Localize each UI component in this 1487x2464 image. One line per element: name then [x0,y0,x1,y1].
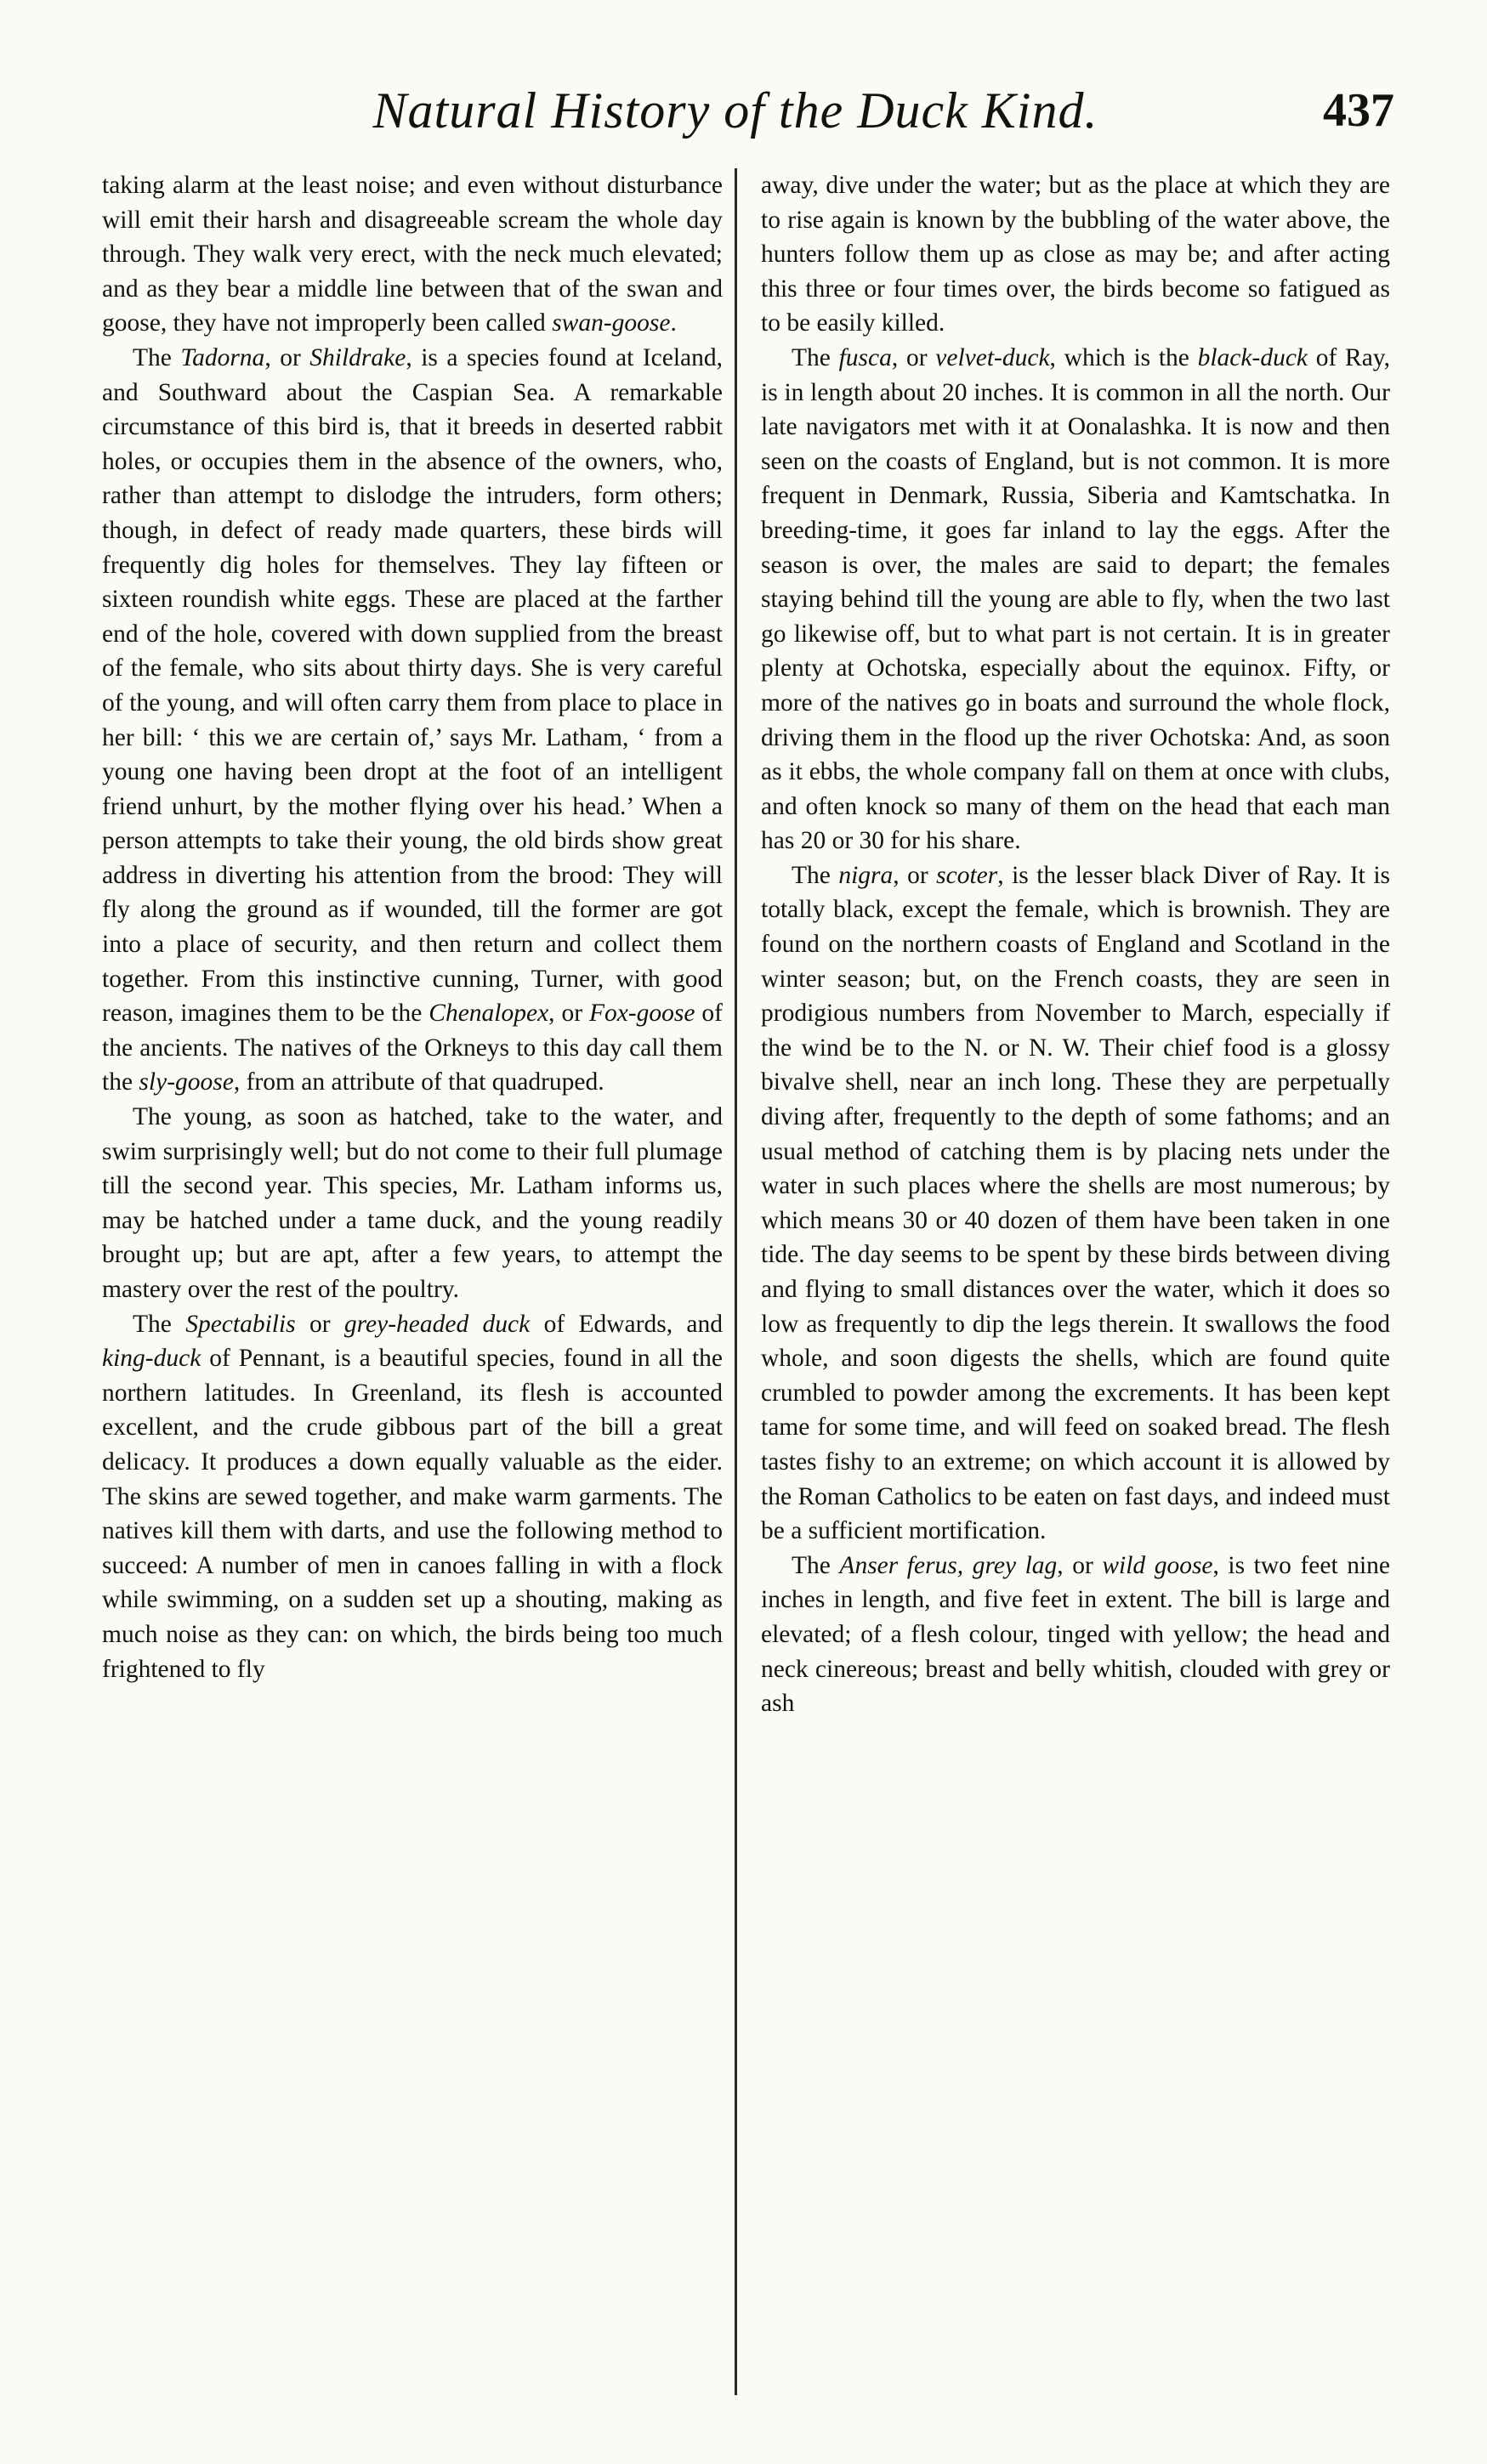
italic-term: wild goose [1102,1551,1213,1579]
text-run: taking alarm at the least noise; and even without disturbance will emit their harsh and disagreeable scream the whole day through. They walk very erect, with the neck much elevated; and as they bear a middle line between that of the swan and goose, they have not improperly been called [102,172,723,337]
text-run: , which is the [1049,343,1198,371]
running-head [0,76,1487,144]
text-run: away, dive under the water; but as the place at which they are to rise again is known by the bubbling of the water above, the hunters follow them up as close as may be; and after acting this three or four times over, the birds become so fatigued as to be easily killed. [761,172,1390,337]
paragraph [761,858,1390,1549]
text-run: , or [891,343,936,371]
left-column [102,168,723,2429]
text-run: or [295,1310,344,1338]
text-run: , from an attribute of that quadruped. [233,1068,604,1096]
paragraph [102,341,723,1100]
italic-term: sly-goose [139,1068,234,1096]
page-title: Natural History of the Duck Kind. [372,82,1098,139]
column-divider [735,168,737,2395]
text-run: of the ancients. The natives of the Orkneys to this day call them the [102,1000,723,1096]
text-run: of Ray, is in length about 20 inches. It is common in all the north. Our late navigators met with it at Oonalashka. It is now and then seen on the coasts of England, but is not common. It is more frequent in Denmark, Russia, Siberia and Kamtschatka. In breeding-time, it goes far inland to lay the eggs. After the season is over, the males are said to depart; the females staying behind till the young are able to fly, when the two last go likewise off, but to what part is not certain. It is in greater plenty at Ochotska, especially about the equinox. Fifty, or more of the natives go in boats and surround the whole flock, driving them in the flood up the river Ochotska: And, as soon as it ebbs, the whole company fall on them at once with clubs, and often knock so many of them on the head that each man has 20 or 30 for his share. [761,343,1390,855]
italic-term: Fox-goose [588,1000,695,1028]
text-run: The [792,861,839,889]
italic-term: Tadorna [180,343,265,371]
text-run: The young, as soon as hatched, take to the water, and swim surprisingly well; but do not come to their full plumage till the second year. This species, Mr. Latham informs us, may be hatched under a tame duck, and the young readily brought up; but are apt, after a few years, to attempt the mastery over the rest of the poultry. [102,1103,723,1303]
text-run: , is the lesser black Diver of Ray. It is totally black, except the female, which is brownish. They are found on the northern coasts of England and Scotland in the winter season; but, on the French coasts, they are seen in prodigious numbers from November to March, especially if the wind be to the N. or N. W. Their chief food is a glossy bivalve shell, near an inch long. These they are perpetually diving after, frequently to the depth of some fathoms; and an usual method of catching them is by placing nets under the water in such places where the shells are most numerous; by which means 30 or 40 dozen of them have been taken in one tide. The day seems to be spent by these birds between diving and flying to small distances over the water, which it does so low as frequently to dip the legs therein. It swallows the food whole, and soon digests the shells, which are found quite crumbled to powder among the excrements. It has been kept tame for some time, and will feed on soaked bread. The flesh tastes fishy to an extreme; on which account it is allowed by the Roman Catholics to be eaten on fast days, and indeed must be a sufficient mortification. [761,861,1390,1545]
text-run: The [133,343,181,371]
italic-term: Spectabilis [185,1310,296,1338]
italic-term: fusca [838,343,892,371]
text-run: The [133,1310,186,1338]
paragraph [102,1307,723,1687]
page-number: 437 [1323,84,1394,137]
text-run: of Edwards, and [530,1310,723,1338]
paragraph [761,1549,1390,1721]
text-run: of Pennant, is a beautiful species, found in all the northern latitudes. In Greenland, its flesh is accounted excellent, and the crude gibbous part of the bill a great delicacy. It produces a down equally valuable as the eider. The skins are sewed together, and make warm garments. The natives kill them with darts, and use the following method to succeed: A number of men in canoes falling in with a flock while swimming, on a sudden set up a shouting, making as much noise as they can: on which, the birds being too much frightened to fly [102,1345,723,1683]
italic-term: Chenalopex [429,1000,549,1028]
italic-term: black-duck [1197,343,1308,371]
italic-term: king-duck [102,1345,201,1373]
text-run: , or [1057,1551,1103,1579]
paragraph [761,168,1390,341]
text-run: , or [893,861,937,889]
paragraph [761,341,1390,858]
text-run: , or [264,343,310,371]
right-column [761,168,1390,2429]
italic-term: swan-goose [552,309,671,337]
text-run: , or [548,1000,589,1028]
paragraph [102,168,723,341]
paragraph [102,1100,723,1307]
italic-term: grey-headed duck [343,1310,531,1338]
text-run: , is a species found at Iceland, and Southward about the Caspian Sea. A remarkable circumstance of this bird is, that it breeds in deserted rabbit holes, or occupies them in the absence of the owners, who, rather than attempt to dislodge the intruders, form others; though, in defect of ready made quarters, these birds will frequently dig holes for themselves. They lay fifteen or sixteen roundish white eggs. These are placed at the farther end of the hole, covered with down supplied from the breast of the female, who sits about thirty days. She is very careful of the young, and will often carry them from place to place in her bill: ‘ this we are certain of,’ says Mr. Latham, ‘ from a young one having been dropt at the foot of an intelligent friend unhurt, by the mother flying over his head.’ When a person attempts to take their young, the old birds show great address in diverting his attention from the brood: They will fly along the ground as if wounded, till the former are got into a place of security, and then return and collect them together. From this instinctive cunning, Turner, with good reason, imagines them to be the [102,343,723,1028]
italic-term: velvet-duck [935,343,1050,371]
italic-term: scoter [936,861,998,889]
italic-term: Shildrake [309,343,406,371]
text-run: , is two feet nine inches in length, and five feet in extent. The bill is large and elevated; of a flesh colour, tinged with yellow; the head and neck cinereous; breast and belly whitish, clouded with grey or ash [761,1551,1390,1718]
italic-term: Anser ferus, grey lag [839,1551,1058,1579]
text-run: The [792,1551,840,1579]
text-run: . [670,309,677,337]
text-run: The [792,343,839,371]
italic-term: nigra [838,861,894,889]
